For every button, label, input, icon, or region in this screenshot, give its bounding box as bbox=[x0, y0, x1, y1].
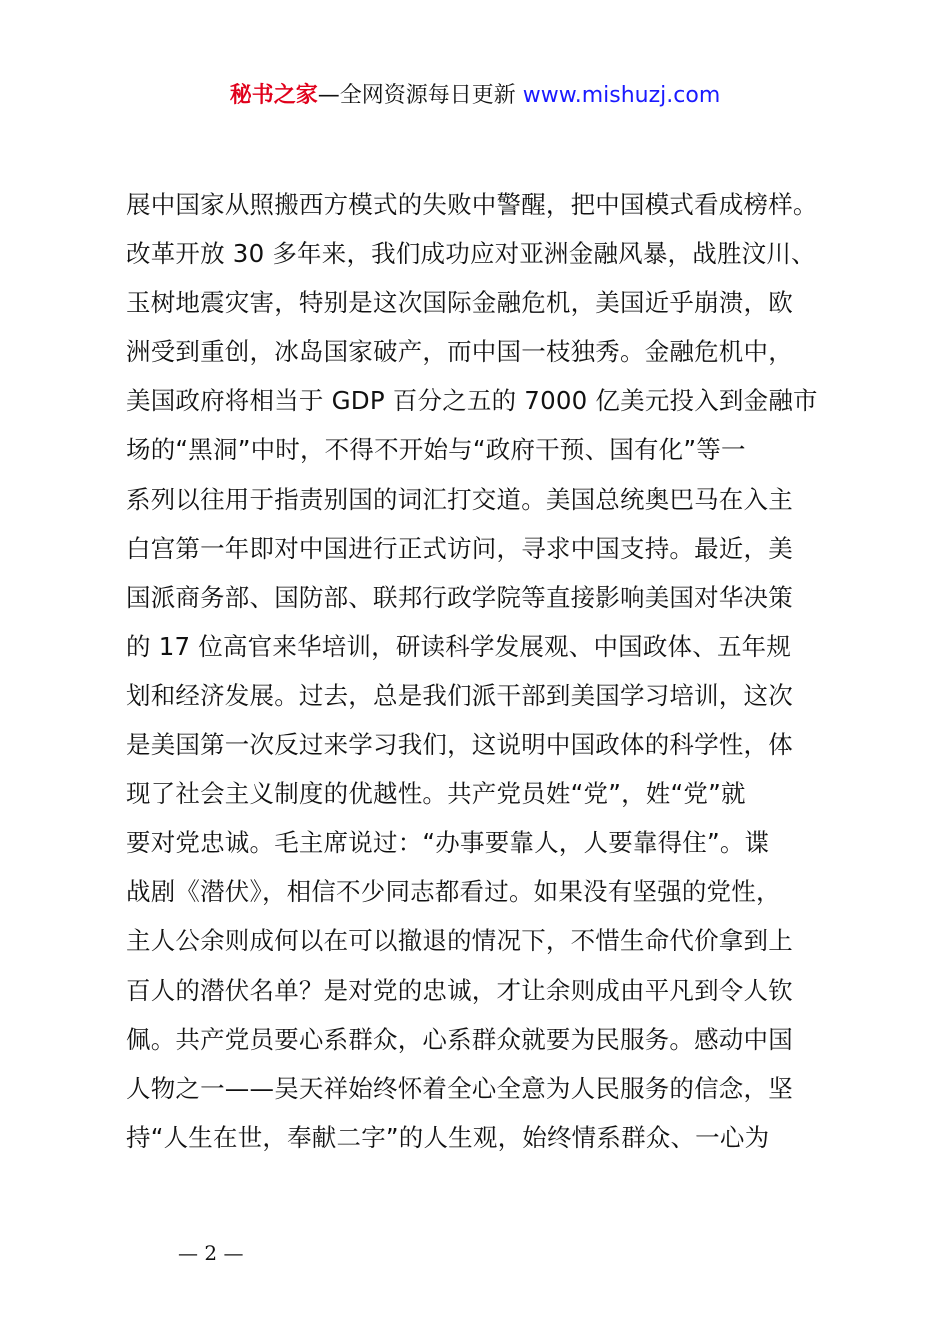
text-line: 百人的潜伏名单？是对党的忠诚，才让余则成由平凡到令人钦 bbox=[126, 975, 793, 1005]
text-line: 玉树地震灾害，特别是这次国际金融危机，美国近乎崩溃，欧 bbox=[126, 288, 793, 318]
text-line: 国派商务部、国防部、联邦行政学院等直接影响美国对华决策 bbox=[126, 582, 793, 612]
text-line: 洲受到重创，冰岛国家破产，而中国一枝独秀。金融危机中， bbox=[126, 337, 793, 367]
page-header bbox=[0, 80, 950, 112]
text-line: 系列以往用于指责别国的词汇打交道。美国总统奥巴马在入主 bbox=[126, 484, 793, 514]
text-line: 改革开放 30 多年来，我们成功应对亚洲金融风暴，战胜汶川、 bbox=[126, 239, 816, 269]
header-tagline: —全网资源每日更新 bbox=[317, 83, 523, 108]
body-text bbox=[126, 180, 846, 1162]
text-line: 要对党忠诚。毛主席说过：“办事要靠人，人要靠得住”。谍 bbox=[126, 828, 770, 858]
text-line: 场的“黑洞”中时，不得不开始与“政府干预、国有化”等一 bbox=[126, 435, 746, 465]
page-number: — 2 — bbox=[178, 1241, 244, 1265]
text-line: 是美国第一次反过来学习我们，这说明中国政体的科学性，体 bbox=[126, 730, 793, 760]
header-brand: 秘书之家 bbox=[229, 83, 318, 108]
header-url-link[interactable]: www.mishuzj.com bbox=[522, 83, 721, 108]
text-line: 美国政府将相当于 GDP 百分之五的 7000 亿美元投入到金融市 bbox=[126, 386, 818, 416]
text-line: 划和经济发展。过去，总是我们派干部到美国学习培训，这次 bbox=[126, 680, 793, 710]
text-line: 主人公余则成何以在可以撤退的情况下，不惜生命代价拿到上 bbox=[126, 926, 793, 956]
text-line: 现了社会主义制度的优越性。共产党员姓“党”，姓“党”就 bbox=[126, 779, 746, 809]
text-line: 战剧《潜伏》，相信不少同志都看过。如果没有坚强的党性， bbox=[126, 877, 781, 907]
text-line: 人物之一——吴天祥始终怀着全心全意为人民服务的信念，坚 bbox=[126, 1073, 793, 1103]
text-line: 佩。共产党员要心系群众，心系群众就要为民服务。感动中国 bbox=[126, 1024, 793, 1054]
text-line: 持“人生在世，奉献二字”的人生观，始终情系群众、一心为 bbox=[126, 1122, 770, 1152]
text-line: 的 17 位高官来华培训，研读科学发展观、中国政体、五年规 bbox=[126, 631, 792, 661]
text-line: 白宫第一年即对中国进行正式访问，寻求中国支持。最近，美 bbox=[126, 533, 793, 563]
text-line: 展中国家从照搬西方模式的失败中警醒，把中国模式看成榜样。 bbox=[126, 190, 818, 219]
